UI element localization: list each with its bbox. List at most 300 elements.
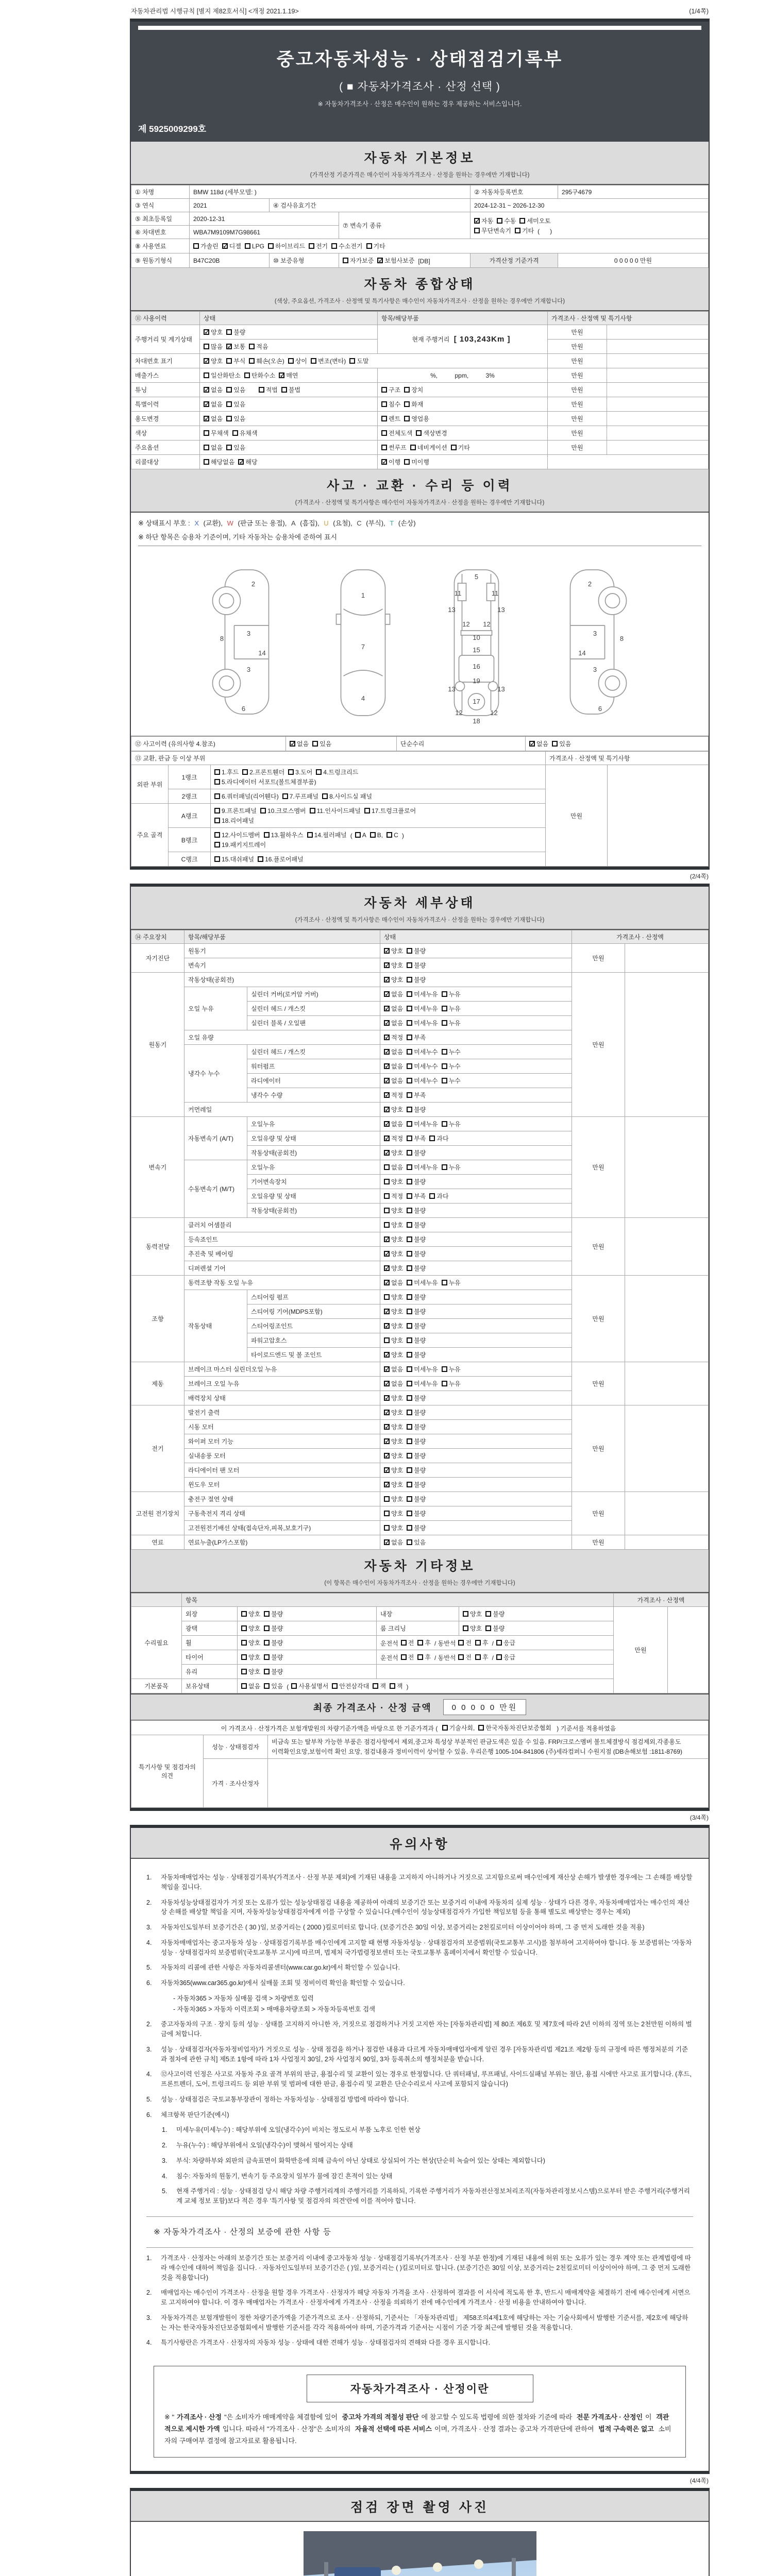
text-fragment: ) 기준서를 적용하였음 — [554, 1725, 616, 1732]
checkbox-후[interactable] — [417, 1653, 431, 1662]
checkbox-양호[interactable] — [384, 1394, 403, 1402]
diagram-zone-number: 6 — [241, 705, 246, 713]
checkbox-후[interactable] — [417, 1638, 431, 1647]
checkbox-양호[interactable] — [384, 1293, 403, 1301]
checkbox-양호[interactable] — [384, 1437, 403, 1446]
checkbox-미세누수[interactable] — [407, 1047, 438, 1056]
checkbox-box-icon — [310, 808, 315, 814]
checkbox-label: 부식 — [233, 358, 246, 365]
checkbox-불량[interactable] — [407, 1206, 426, 1215]
checkbox-미세누수[interactable] — [407, 1062, 438, 1071]
checkbox-18.리어패널[interactable] — [214, 816, 254, 825]
checkbox-해당[interactable] — [238, 457, 257, 466]
checkbox-전[interactable] — [458, 1638, 472, 1647]
checkbox-9.프론트패널[interactable] — [214, 806, 257, 815]
checkbox-box-icon — [355, 832, 361, 838]
checkbox-box-icon — [407, 1337, 412, 1343]
checkbox-후[interactable] — [475, 1638, 489, 1647]
checkbox-있음[interactable] — [226, 385, 245, 394]
checkbox-label: 상이 — [295, 358, 307, 365]
table-row — [131, 752, 709, 765]
cell: 오일누유 — [247, 1117, 380, 1131]
checkbox-전[interactable] — [458, 1653, 472, 1662]
checkbox-적정[interactable] — [384, 1091, 403, 1099]
checkbox-일산화탄소[interactable] — [204, 371, 241, 380]
checkbox-없음[interactable] — [384, 1538, 403, 1547]
checkbox-box-icon — [384, 1395, 390, 1401]
checkbox-불량[interactable] — [407, 1148, 426, 1157]
checkbox-양호[interactable] — [384, 1235, 403, 1244]
table-row — [131, 1492, 709, 1506]
checkbox-누유[interactable] — [442, 1120, 461, 1128]
checkbox-없음[interactable] — [384, 1278, 403, 1287]
checkbox-부족[interactable] — [407, 1033, 426, 1042]
checkbox-없음[interactable] — [384, 1163, 403, 1172]
checkbox-없음[interactable] — [384, 1062, 403, 1071]
text-fragment: (흠집), — [298, 519, 322, 527]
checkbox-자가보증[interactable] — [343, 256, 374, 265]
checkbox-침수[interactable] — [381, 400, 400, 409]
checkbox-한국자동차진단보증협회[interactable] — [478, 1723, 551, 1732]
checkbox-화재[interactable] — [404, 400, 423, 409]
checkbox-잭[interactable] — [390, 1682, 403, 1690]
checkbox-label: 불량 — [414, 1481, 426, 1488]
checkbox-없음[interactable] — [204, 385, 223, 394]
cell: ⑭ 주요장치 — [131, 930, 184, 944]
checkbox-label: 자가보증 — [350, 257, 374, 264]
checkbox-label: 불량 — [233, 329, 246, 336]
checkbox-A[interactable] — [355, 832, 366, 839]
checkbox-양호[interactable] — [384, 1422, 403, 1431]
checkbox-box-icon — [258, 856, 263, 862]
checkbox-box-icon — [384, 1251, 390, 1257]
diagram-zone-number: 14 — [258, 649, 266, 657]
status-cell — [380, 1377, 572, 1391]
checkbox-없음[interactable] — [384, 1019, 403, 1027]
checkbox-과다[interactable] — [429, 1192, 448, 1200]
checkbox-해당없음[interactable] — [204, 457, 234, 466]
price-definition-title: 자동차가격조사 · 산정이란 — [307, 2375, 533, 2402]
checkbox-양호[interactable] — [384, 1221, 403, 1229]
checkbox-양호[interactable] — [384, 961, 403, 970]
checkbox-후[interactable] — [475, 1653, 489, 1662]
checkbox-B,[interactable] — [370, 832, 383, 839]
status-cell — [380, 1449, 572, 1463]
checkbox-기술사회,[interactable] — [442, 1723, 475, 1732]
checkbox-썬루프[interactable] — [381, 443, 407, 452]
checkbox-불량[interactable] — [264, 1624, 283, 1633]
status-cell — [380, 1189, 572, 1204]
text-fragment: 가격조사 · 산정 — [177, 2413, 222, 2421]
checkbox-3.도어[interactable] — [288, 768, 312, 776]
checkbox-자동[interactable] — [474, 216, 493, 225]
checkbox-전[interactable] — [401, 1653, 414, 1662]
checkbox-누수[interactable] — [442, 1076, 461, 1085]
cell — [625, 1117, 709, 1218]
checkbox-1.후드[interactable] — [214, 768, 239, 776]
checkbox-기타[interactable] — [366, 242, 385, 250]
checkbox-미세누유[interactable] — [407, 1278, 438, 1287]
label-warranty-type: ⑩ 보증유형 — [270, 253, 339, 268]
checkbox-양호[interactable] — [384, 1249, 403, 1258]
status-cell — [378, 426, 548, 440]
checkbox-안전삼각대[interactable] — [332, 1682, 369, 1690]
checkbox-전[interactable] — [401, 1638, 414, 1647]
checkbox-label: 불량 — [414, 1106, 426, 1113]
checkbox-box-icon — [245, 243, 250, 249]
checkbox-8.사이드실 패널[interactable] — [322, 792, 372, 801]
checkbox-box-icon — [384, 1496, 390, 1502]
checkbox-없음[interactable] — [204, 400, 223, 409]
checkbox-불량[interactable] — [407, 1350, 426, 1359]
checkbox-불량[interactable] — [407, 1293, 426, 1301]
checkbox-부족[interactable] — [407, 1192, 426, 1200]
checkbox-6.쿼터패널(리어휀다)[interactable] — [214, 792, 279, 801]
checkbox-미세누유[interactable] — [407, 990, 438, 998]
checkbox-불량[interactable] — [226, 328, 245, 336]
checkbox-양호[interactable] — [384, 946, 403, 955]
checkbox-box-icon — [384, 1107, 390, 1112]
checkbox-미세누수[interactable] — [407, 1076, 438, 1085]
checkbox-label: 5.라디에이터 서포트(볼트체결부품) — [222, 778, 316, 786]
checkbox-양호[interactable] — [384, 1321, 403, 1330]
checkbox-적정[interactable] — [384, 1033, 403, 1042]
notice-item-text: 체크항목 판단기준(예시) — [161, 2111, 229, 2119]
checkbox-양호[interactable] — [463, 1624, 482, 1633]
checkbox-불량[interactable] — [407, 1105, 426, 1114]
status-cell — [380, 1348, 572, 1362]
checkbox-세미오토[interactable] — [519, 216, 550, 225]
diagram-zone-number: 5 — [474, 573, 479, 581]
status-cell — [380, 1088, 572, 1103]
checkbox-양호[interactable] — [241, 1667, 260, 1676]
checkbox-label: 렌트 — [389, 415, 401, 422]
checkbox-없음[interactable] — [241, 1682, 260, 1690]
checkbox-가솔린[interactable] — [193, 242, 219, 250]
checkbox-box-icon — [407, 1006, 412, 1011]
checkbox-label: 불량 — [414, 947, 426, 955]
checkbox-17.트렁크플로어[interactable] — [364, 806, 416, 815]
checkbox-box-icon — [279, 372, 284, 378]
checkbox-불량[interactable] — [407, 1235, 426, 1244]
checkbox-4.트렁크리드[interactable] — [316, 768, 358, 776]
checkbox-불량[interactable] — [264, 1667, 283, 1676]
status-cell — [380, 1261, 572, 1276]
checkbox-누수[interactable] — [442, 1062, 461, 1071]
checkbox-탄화수소[interactable] — [244, 371, 275, 380]
checkbox-불량[interactable] — [407, 1509, 426, 1518]
checkbox-누유[interactable] — [442, 1163, 461, 1172]
checkbox-누유[interactable] — [442, 1379, 461, 1388]
cell: 광택 — [182, 1621, 238, 1636]
checkbox-LPG[interactable] — [245, 243, 264, 250]
checkbox-5.라디에이터 서포트(볼트체결부품)[interactable] — [214, 777, 316, 786]
checkbox-있음[interactable] — [226, 414, 245, 423]
checkbox-없음[interactable] — [529, 739, 548, 748]
status-cell — [378, 383, 548, 397]
checkbox-없음[interactable] — [384, 1004, 403, 1013]
checkbox-양호[interactable] — [384, 1350, 403, 1359]
checkbox-box-icon — [249, 344, 255, 349]
checkbox-적음[interactable] — [249, 342, 268, 351]
checkbox-불량[interactable] — [407, 1307, 426, 1316]
checkbox-불량[interactable] — [407, 946, 426, 955]
checkbox-11.인사이드패널[interactable] — [310, 806, 361, 815]
checkbox-없음[interactable] — [384, 1047, 403, 1056]
checkbox-양호[interactable] — [384, 1105, 403, 1114]
checkbox-적정[interactable] — [384, 1134, 403, 1143]
checkbox-미세누유[interactable] — [407, 1019, 438, 1027]
checkbox-없음[interactable] — [384, 990, 403, 998]
table-row — [131, 312, 709, 325]
price-definition-box — [154, 2366, 686, 2458]
checkbox-무단변속기[interactable] — [474, 226, 511, 235]
checkbox-label: 누유 — [448, 991, 461, 998]
checkbox-훼손(오손)[interactable] — [249, 357, 284, 365]
status-cell — [286, 737, 397, 751]
checkbox-양호[interactable] — [384, 1148, 403, 1157]
checkbox-장치[interactable] — [404, 385, 423, 394]
checkbox-불량[interactable] — [407, 1451, 426, 1460]
section-subtitle: (가격조사 · 산정액 및 특기사항은 매수인이 자동차가격조사 · 산정을 원하는 경우에만 기재합니다) — [295, 500, 545, 506]
checkbox-상이[interactable] — [288, 357, 307, 365]
checkbox-불량[interactable] — [407, 961, 426, 970]
checkbox-box-icon — [226, 387, 232, 393]
checkbox-미세누유[interactable] — [407, 1120, 438, 1128]
checkbox-label: 양호 — [248, 1654, 261, 1661]
checkbox-부족[interactable] — [407, 1134, 426, 1143]
checkbox-네비게이션[interactable] — [410, 443, 447, 452]
checkbox-label: 불량 — [414, 1351, 426, 1359]
checkbox-영업용[interactable] — [404, 414, 429, 423]
checkbox-누수[interactable] — [442, 1047, 461, 1056]
checkbox-적정[interactable] — [384, 1192, 403, 1200]
checkbox-양호[interactable] — [384, 1451, 403, 1460]
checkbox-없음[interactable] — [384, 1076, 403, 1085]
checkbox-없음[interactable] — [204, 414, 223, 423]
checkbox-불량[interactable] — [264, 1638, 283, 1647]
checkbox-불량[interactable] — [407, 1422, 426, 1431]
checkbox-box-icon — [407, 1410, 412, 1415]
checkbox-label: 14.필러패널 — [314, 832, 347, 839]
checkbox-양호[interactable] — [384, 1264, 403, 1273]
checkbox-label: 없음 — [248, 1683, 261, 1690]
checkbox-불량[interactable] — [264, 1653, 283, 1662]
status-cell — [380, 1463, 572, 1478]
checkbox-하이브리드[interactable] — [268, 242, 305, 250]
cell — [625, 1405, 709, 1492]
checkbox-디젤[interactable] — [222, 242, 241, 250]
notice-item — [146, 2313, 693, 2333]
checkbox-잭[interactable] — [373, 1682, 386, 1690]
checkbox-15.대쉬패널[interactable] — [214, 855, 254, 863]
checkbox-불량[interactable] — [485, 1609, 505, 1618]
checkbox-무채색[interactable] — [204, 429, 229, 437]
checkbox-label: 부족 — [414, 1193, 426, 1200]
checkbox-19.패키지트레이[interactable] — [214, 840, 266, 849]
checkbox-수동[interactable] — [497, 216, 516, 225]
checkbox-양호[interactable] — [384, 1509, 403, 1518]
checkbox-양호[interactable] — [384, 1307, 403, 1316]
checkbox-2.프론트휀더[interactable] — [242, 768, 284, 776]
notice-item-text: - 자동차365 > 자동차 이력조회 > 매매용차량조회 > 자동차등록번호 검색 — [173, 2005, 376, 2013]
checkbox-색상변경[interactable] — [416, 429, 447, 437]
diagram-zone-number: 11 — [454, 589, 462, 597]
checkbox-label: 세미오토 — [527, 217, 551, 225]
cell — [625, 973, 709, 1117]
checkbox-양호[interactable] — [384, 1177, 403, 1186]
checkbox-불량[interactable] — [407, 1437, 426, 1446]
checkbox-누유[interactable] — [442, 1004, 461, 1013]
checkbox-불량[interactable] — [407, 1336, 426, 1345]
checkbox-12.사이드멤버[interactable] — [214, 831, 260, 839]
checkbox-label: 없음 — [391, 1380, 404, 1387]
checkbox-양호[interactable] — [241, 1653, 260, 1662]
checkbox-누유[interactable] — [442, 1278, 461, 1287]
checkbox-불량[interactable] — [407, 1249, 426, 1258]
checkbox-label: 불량 — [414, 1438, 426, 1445]
checkbox-누유[interactable] — [442, 1365, 461, 1374]
checkbox-14.필러패널[interactable] — [307, 831, 347, 839]
diagram-zone-number: 13 — [448, 606, 456, 614]
checkbox-있음[interactable] — [264, 1682, 283, 1690]
checkbox-전체도색[interactable] — [381, 429, 412, 437]
value-fuel — [190, 239, 709, 253]
checkbox-양호[interactable] — [384, 1408, 403, 1417]
checkbox-양호[interactable] — [384, 1336, 403, 1345]
checkbox-양호[interactable] — [241, 1609, 260, 1618]
checkbox-매연[interactable] — [279, 371, 298, 380]
checkbox-16.플로어패널[interactable] — [258, 855, 304, 863]
checkbox-불량[interactable] — [407, 1177, 426, 1186]
checkbox-변조(변타)[interactable] — [311, 357, 346, 365]
checkbox-label: 장치 — [411, 386, 424, 394]
checkbox-보통[interactable] — [226, 342, 245, 351]
checkbox-box-icon — [442, 1049, 447, 1055]
checkbox-양호[interactable] — [463, 1609, 482, 1618]
checkbox-label: 탄화수소 — [251, 372, 276, 379]
checkbox-부식[interactable] — [226, 357, 245, 365]
checkbox-있음[interactable] — [226, 400, 245, 409]
cell — [625, 1362, 709, 1405]
checkbox-불량[interactable] — [407, 1466, 426, 1475]
checkbox-label: 양호 — [391, 947, 404, 955]
checkbox-불량[interactable] — [407, 1480, 426, 1489]
checkbox-box-icon — [384, 1020, 390, 1026]
checkbox-렌트[interactable] — [381, 414, 400, 423]
checkbox-많음[interactable] — [204, 342, 223, 351]
checkbox-box-icon — [384, 962, 390, 968]
checkbox-양호[interactable] — [384, 1466, 403, 1475]
checkbox-불량[interactable] — [485, 1624, 505, 1633]
cell: 디퍼렌셜 기어 — [184, 1261, 380, 1276]
checkbox-13.휠하우스[interactable] — [264, 831, 304, 839]
checkbox-label: 기술사회, — [449, 1724, 475, 1732]
checkbox-미세누유[interactable] — [407, 1379, 438, 1388]
checkbox-양호[interactable] — [384, 1495, 403, 1503]
checkbox-미세누유[interactable] — [407, 1163, 438, 1172]
checkbox-box-icon — [407, 1063, 412, 1069]
checkbox-label: 과다 — [436, 1135, 449, 1142]
checkbox-응급[interactable] — [496, 1638, 515, 1647]
document-subtitle-note: ※ 자동차가격조사 · 산정은 매수인이 원하는 경우 제공하는 서비스입니다. — [317, 100, 522, 108]
checkbox-보험사보증[interactable] — [377, 256, 414, 265]
checkbox-양호[interactable] — [204, 328, 223, 336]
checkbox-불량[interactable] — [407, 975, 426, 984]
checkbox-불량[interactable] — [407, 1221, 426, 1229]
checkbox-양호[interactable] — [384, 1480, 403, 1489]
checkbox-7.루프패널[interactable] — [282, 792, 318, 801]
checkbox-적법[interactable] — [259, 385, 278, 394]
checkbox-누유[interactable] — [442, 990, 461, 998]
checkbox-기타[interactable] — [451, 443, 470, 452]
checkbox-box-icon — [463, 1625, 468, 1631]
checkbox-미세누유[interactable] — [407, 1365, 438, 1374]
notice-item-text: 자동차인도일부터 보증기간은 ( 30 )일, 보증거리는 ( 2000 )킬로미터로 합니다. (보증기간은 30일 이상, 보증거리는 2천킬로미터 이상이어야 하며, 그 중 먼저 도래한 것을 적용) — [161, 1924, 645, 1931]
checkbox-없음[interactable] — [384, 1120, 403, 1128]
checkbox-양호[interactable] — [204, 357, 223, 365]
checkbox-없음[interactable] — [384, 1365, 403, 1374]
checkbox-사용설명서[interactable] — [291, 1682, 328, 1690]
checkbox-양호[interactable] — [384, 1523, 403, 1532]
checkbox-불법[interactable] — [281, 385, 300, 394]
checkbox-미세누유[interactable] — [407, 1004, 438, 1013]
checkbox-양호[interactable] — [384, 1206, 403, 1215]
checkbox-불량[interactable] — [407, 1495, 426, 1503]
checkbox-부족[interactable] — [407, 1091, 426, 1099]
checkbox-불량[interactable] — [407, 1523, 426, 1532]
cell: B랭크 — [169, 828, 211, 852]
checkbox-label: 없음 — [391, 991, 404, 998]
checkbox-전기[interactable] — [309, 242, 328, 250]
checkbox-10.크로스멤버[interactable] — [260, 806, 306, 815]
checkbox-없음[interactable] — [204, 443, 223, 452]
checkbox-box-icon — [407, 1352, 412, 1358]
checkbox-이행[interactable] — [381, 457, 400, 466]
checkbox-양호[interactable] — [241, 1624, 260, 1633]
checkbox-양호[interactable] — [241, 1638, 260, 1647]
checkbox-label: 양호 — [391, 1524, 404, 1532]
checkbox-있음[interactable] — [312, 739, 331, 748]
checkbox-C[interactable] — [386, 832, 398, 839]
checkbox-box-icon — [442, 1164, 447, 1170]
checkbox-불량[interactable] — [407, 1264, 426, 1273]
checkbox-box-icon — [204, 459, 209, 465]
checkbox-도말[interactable] — [349, 357, 368, 365]
checkbox-label: 보통 — [233, 343, 246, 350]
checkbox-있음[interactable] — [226, 443, 245, 452]
checkbox-양호[interactable] — [384, 975, 403, 984]
checkbox-미이행[interactable] — [404, 457, 429, 466]
checkbox-수소전기[interactable] — [331, 242, 362, 250]
checkbox-누유[interactable] — [442, 1019, 461, 1027]
checkbox-있음[interactable] — [552, 739, 571, 748]
checkbox-응급[interactable] — [496, 1653, 515, 1662]
checkbox-없음[interactable] — [290, 739, 309, 748]
checkbox-없음[interactable] — [384, 1379, 403, 1388]
checkbox-box-icon — [407, 1539, 412, 1545]
checkbox-기타[interactable] — [515, 226, 534, 235]
status-cell — [459, 1607, 614, 1621]
checkbox-과다[interactable] — [429, 1134, 448, 1143]
checkbox-구조[interactable] — [381, 385, 400, 394]
checkbox-불량[interactable] — [264, 1609, 283, 1618]
checkbox-불량[interactable] — [407, 1408, 426, 1417]
checkbox-유채색[interactable] — [232, 429, 258, 437]
checkbox-있음[interactable] — [407, 1538, 426, 1547]
checkbox-불량[interactable] — [407, 1394, 426, 1402]
checkbox-불량[interactable] — [407, 1321, 426, 1330]
